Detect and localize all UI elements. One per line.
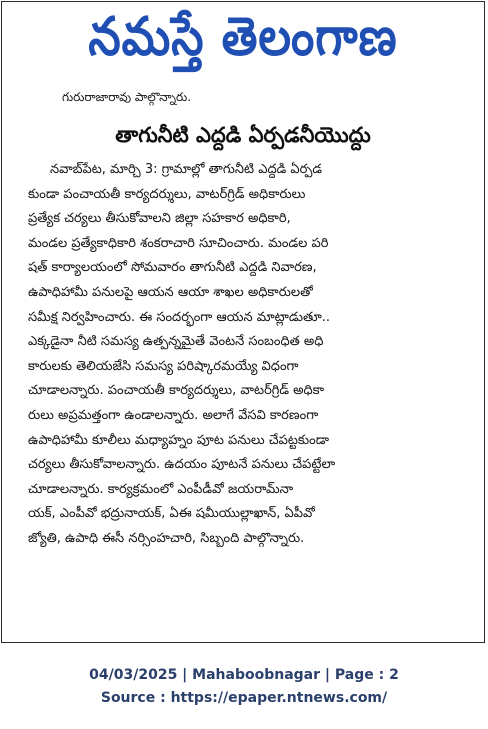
article-line: చూడాలన్నారు. పంచాయతీ కార్యదర్శులు, వాటర్‌గ్రిడ్ అధికా <box>28 383 324 399</box>
article-line: ఎక్కడైనా నీటి సమస్య ఉత్పన్నమైతే వెంటనే సంబంధిత అధి <box>28 334 324 350</box>
footer-source-link[interactable]: Source : https://epaper.ntnews.com/ <box>100 690 388 706</box>
article-line: నవాబ్‌పేట, మార్చి 3: గ్రామాల్లో తాగునీటి ఎద్దడి ఏర్పడ <box>50 162 322 177</box>
article-line: కుండా పంచాయతీ కార్యదర్శులు, వాటర్‌గ్రిడ్ అధికారులు <box>28 186 306 202</box>
article-line: జ్యోతి, ఉపాధి ఈసీ నర్సింహచారి, సిబ్బంది పాల్గొన్నారు. <box>28 530 305 546</box>
article-line: ఉపాధిహామీ పనులపై ఆయన ఆయా శాఖల అధికారులతో <box>28 284 313 300</box>
footer-date-edition-page: 04/03/2025 | Mahaboobnagar | Page : 2 <box>89 667 399 683</box>
article-line: రులు అప్రమత్తంగా ఉండాలన్నారు. అలాగే వేసవి కారణంగా <box>28 407 319 423</box>
article-line: సమీక్ష నిర్వహించారు. ఈ సందర్భంగా ఆయన మాట్లాడుతూ.. <box>28 309 331 325</box>
article-headline: తాగునీటి ఎద్దడి ఏర్పడనీయొద్దు <box>115 123 371 147</box>
article-line: ఉపాధిహామీ కూలీలు మధ్యాహ్నం పూట పనులు చేపట్టకుండా <box>28 432 329 448</box>
article-line: మండల ప్రత్యేకాధికారి శంకరాచారి సూచించారు. మండల పరి <box>28 235 329 251</box>
masthead-title: నమస్తే తెలంగాణ <box>88 5 398 68</box>
news-clipping <box>1 1 485 643</box>
previous-story-tail-line: గురురాజారావు పాల్గొన్నారు. <box>62 90 192 104</box>
article-line: షత్ కార్యాలయంలో సోమవారం తాగునీటి ఎద్దడి నివారణ, <box>28 260 317 276</box>
article-line: చూడాలన్నారు. కార్యక్రమంలో ఎంపీడీవో జయరామ్‌నా <box>28 481 294 497</box>
article-line: ప్రత్యేక చర్యలు తీసుకోవాలని జిల్లా సహకార అధికారి, <box>28 211 291 227</box>
newspaper-masthead <box>2 2 484 84</box>
article-line: చర్యలు తీసుకోవాలన్నారు. ఉదయం పూటనే పనులు చేపట్టేలా <box>28 457 336 473</box>
article-line: యక్, ఎంపీవో భద్రునాయక్, ఏఈ షమీయుల్లాఖాన్, ఏపీవో <box>28 506 315 522</box>
article-line: కారులకు తెలియజేసి సమస్య పరిష్కారమయ్యే విధంగా <box>28 358 299 374</box>
previous-story-fragment <box>2 84 484 112</box>
article-body <box>28 158 478 552</box>
